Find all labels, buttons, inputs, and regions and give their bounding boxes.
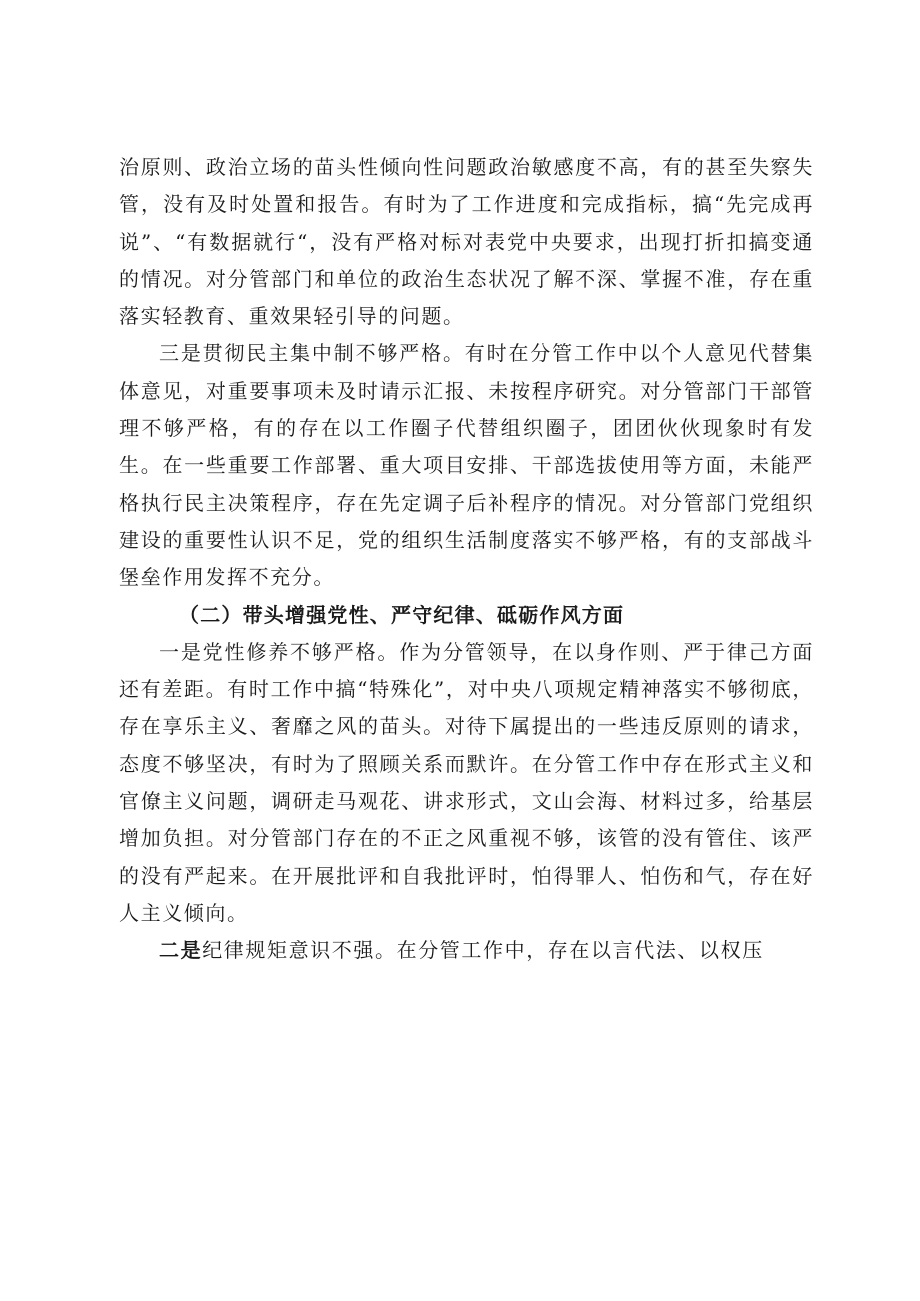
paragraph-democratic-centralism: 三是贯彻民主集中制不够严格。有时在分管工作中以个人意见代替集体意见，对重要事项未及时请示汇报、未按程序研究。对分管部门干部管理不够严格，有的存在以工作圈子代替组织圈子，团团伙伙现象时有发生。在一些重要工作部署、重大项目安排、干部选拔使用等方面，未能严格执行民主决策程序，存在先定调子后补程序的情况。对分管部门党组织建设的重要性认识不足，党的组织生活制度落实不够严格，有的支部战斗堡垒作用发挥不充分。 (119, 341, 814, 590)
document-body (119, 149, 814, 970)
paragraph-party-spirit: 一是党性修养不够严格。作为分管领导，在以身作则、严于律己方面还有差距。有时工作中搞“特殊化”，对中央八项规定精神落实不够彻底，存在享乐主义、奢靡之风的苗头。对待下属提出的一些违反原则的请求，态度不够坚决，有时为了照顾关系而默许。在分管工作中存在形式主义和官僚主义问题，调研走马观花、讲求形式，文山会海、材料过多，给基层增加负担。对分管部门存在的不正之风重视不够，该管的没有管住、该严的没有严起来。在开展批评和自我批评时，怕得罪人、怕伤和气，存在好人主义倾向。 (119, 639, 814, 925)
paragraph-lead-label: 二是 (159, 938, 203, 963)
paragraph-discipline-text: 纪律规矩意识不强。在分管工作中，存在以言代法、以权压 (202, 938, 764, 963)
section-heading: （二）带头增强党性、严守纪律、砥砺作风方面 (179, 602, 625, 627)
paragraph-continued: 治原则、政治立场的苗头性倾向性问题政治敏感度不高，有的甚至失察失管，没有及时处置和报告。有时为了工作进度和完成指标，搞“先完成再说”、“有数据就行“，没有严格对标对表党中央要求，出现打折扣搞变通的情况。对分管部门和单位的政治生态状况了解不深、掌握不准，存在重落实轻教育、重效果轻引导的问题。 (119, 155, 814, 329)
paragraph-discipline (119, 932, 814, 969)
